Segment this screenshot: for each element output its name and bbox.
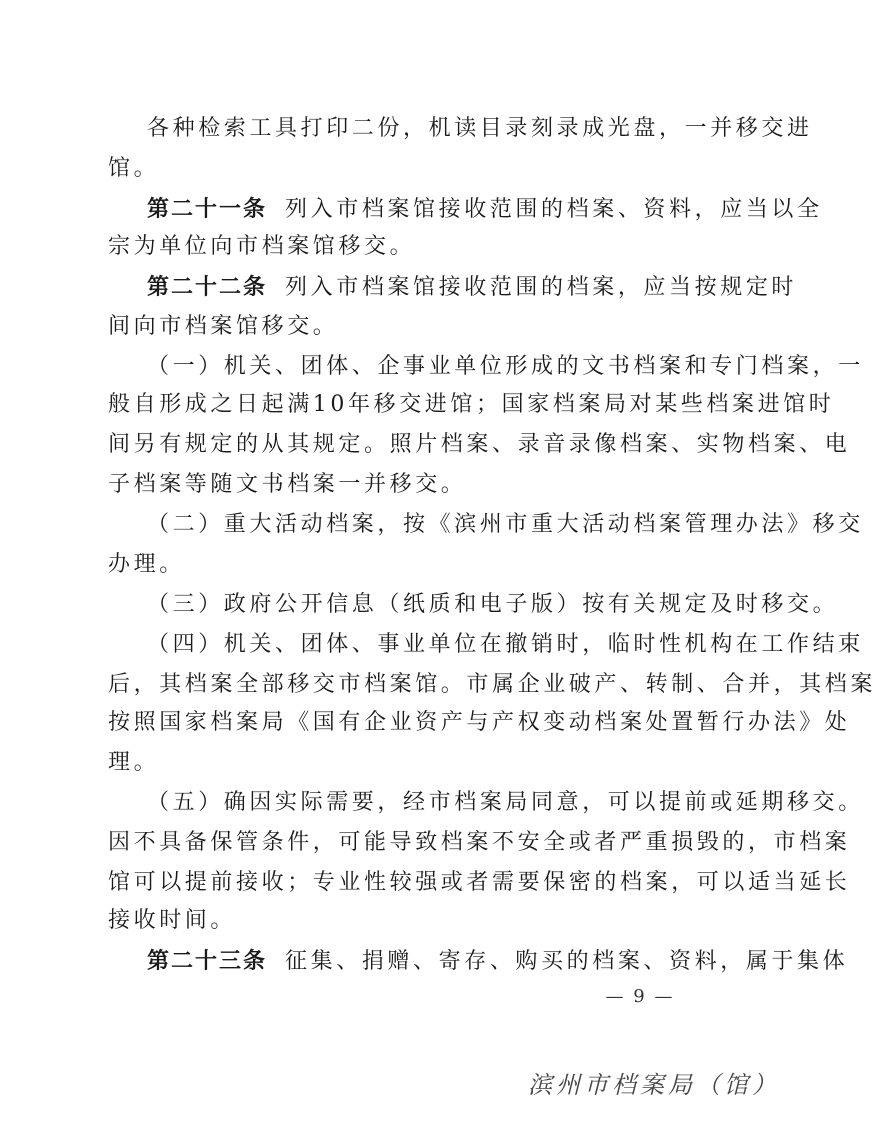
article-22: 第二十二条 列入市档案馆接收范围的档案，应当按规定时 (147, 274, 798, 300)
text-line: 间另有规定的从其规定。照片档案、录音录像档案、实物档案、电 (108, 432, 851, 457)
text-line: 后，其档案全部移交市档案馆。市属企业破产、转制、合并，其档案 (108, 672, 876, 697)
text-line: 按照国家档案局《国有企业资产与产权变动档案处置暂行办法》处 (108, 710, 851, 735)
article-23: 第二十三条 征集、捐赠、寄存、购买的档案、资料，属于集体 (147, 948, 849, 974)
text-line: （五）确因实际需要，经市档案局同意，可以提前或延期移交。 (147, 790, 864, 815)
text-line: （二）重大活动档案，按《滨州市重大活动档案管理办法》移交 (147, 512, 864, 537)
text-line: 接收时间。 (108, 908, 237, 933)
text-line: 办理。 (108, 552, 185, 577)
text-line: （一）机关、团体、企事业单位形成的文书档案和专门档案，一 (147, 354, 864, 379)
text-line: 理。 (108, 750, 160, 775)
article-heading: 第二十二条 (147, 274, 268, 300)
article-heading: 第二十一条 (147, 196, 268, 222)
text-line: 间向市档案馆移交。 (108, 314, 339, 339)
watermark: 滨州市档案局（馆） (528, 1071, 780, 1099)
text-line: 宗为单位向市档案馆移交。 (108, 234, 416, 259)
text-line: 因不具备保管条件，可能导致档案不安全或者严重损毁的，市档案 (108, 830, 851, 855)
text-line: 各种检索工具打印二份，机读目录刻录成光盘，一并移交进 (147, 116, 813, 141)
article-heading: 第二十三条 (147, 948, 268, 974)
text-line: 馆。 (108, 156, 160, 181)
text-line: （三）政府公开信息（纸质和电子版）按有关规定及时移交。 (147, 592, 839, 617)
page-number: — 9 — (605, 986, 675, 1007)
article-21: 第二十一条 列入市档案馆接收范围的档案、资料，应当以全 (147, 196, 823, 222)
text-line: （四）机关、团体、事业单位在撤销时，临时性机构在工作结束 (147, 632, 864, 657)
text-line: 子档案等随文书档案一并移交。 (108, 472, 467, 497)
text-line: 馆可以提前接收；专业性较强或者需要保密的档案，可以适当延长 (108, 870, 851, 895)
text-line: 般自形成之日起满10年移交进馆；国家档案局对某些档案进馆时 (108, 392, 835, 417)
